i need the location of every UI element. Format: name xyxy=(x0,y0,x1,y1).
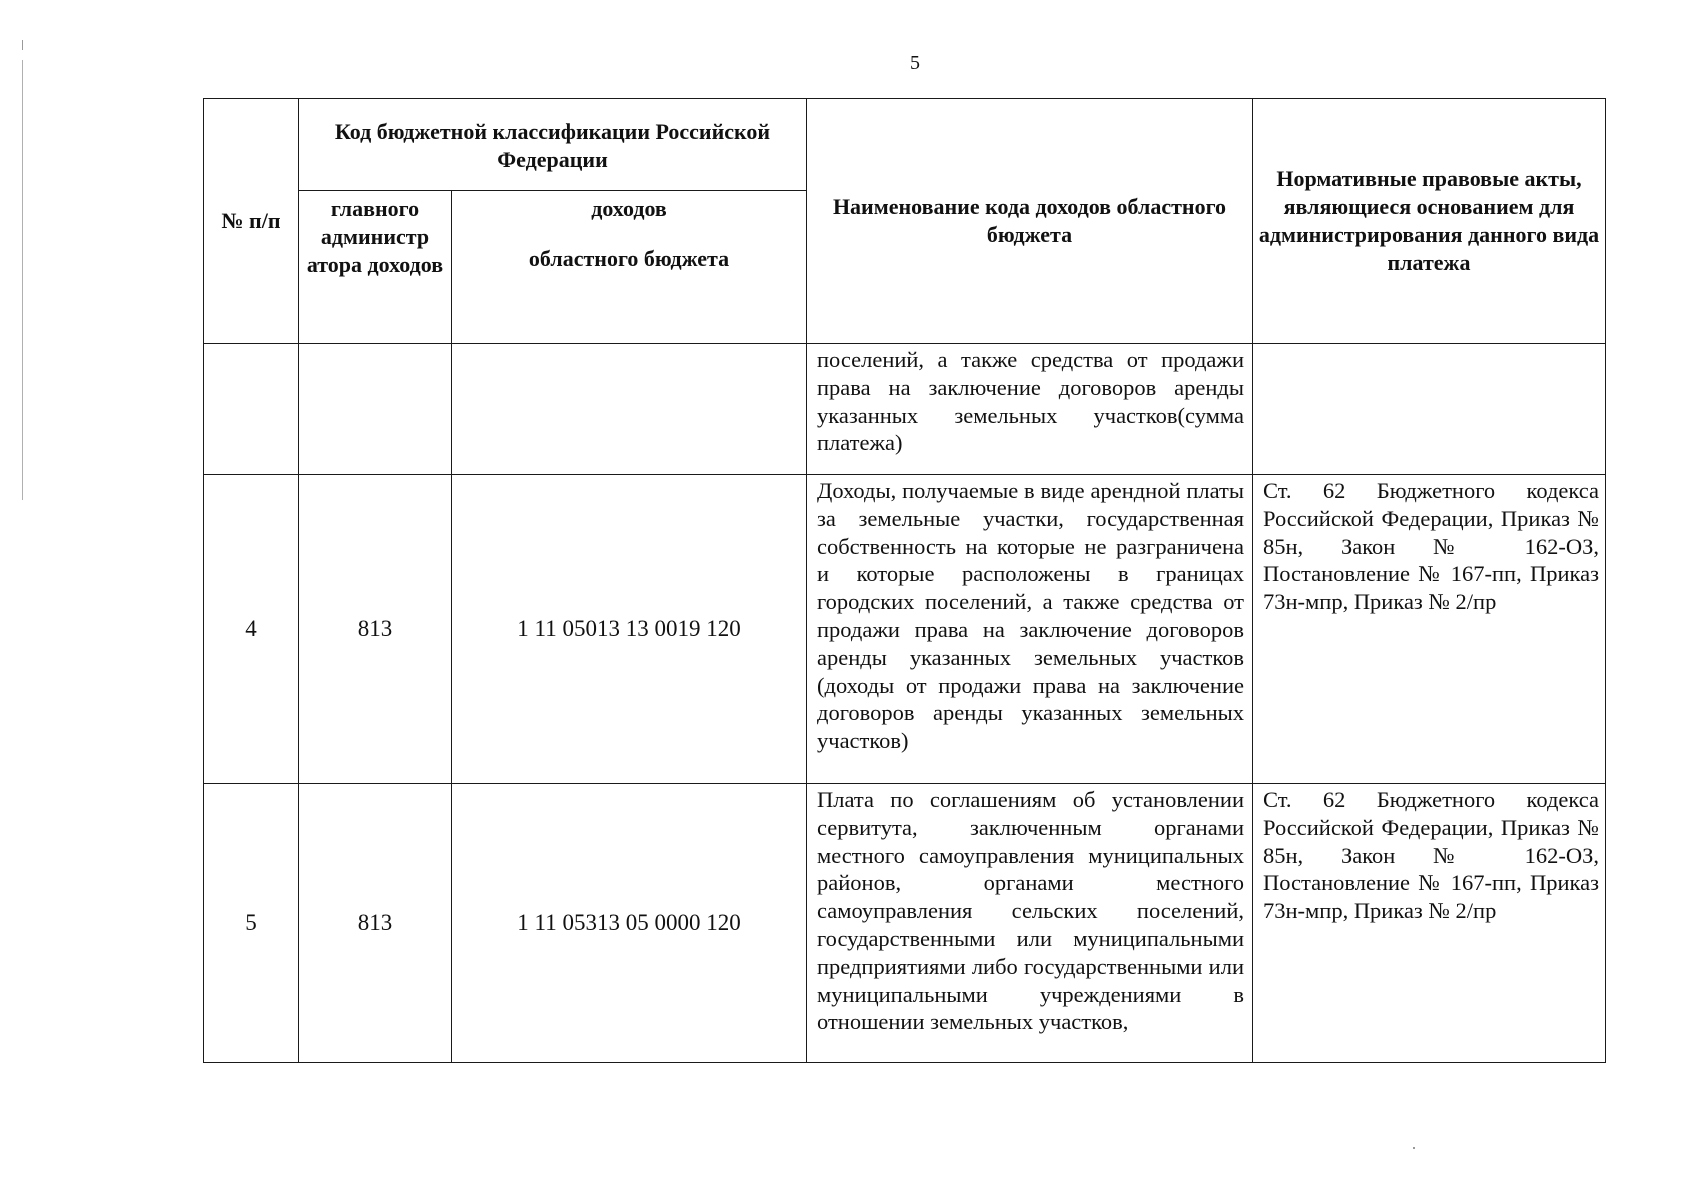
header-legal-acts: Нормативные правовые акты, являющиеся основанием для администрирования данного вида платежа xyxy=(1253,99,1606,344)
cell-np: 4 xyxy=(204,475,299,784)
cell-code-name: Плата по соглашениям об установлении сервитута, заключенным органами местного самоуправления муниципальных районов, органами местного самоуправления сельских поселений, государственными или муниципальными предприятиями либо государственными или муниципальными учреждениями в отношении земельных участков, xyxy=(807,784,1253,1063)
cell-code: 1 11 05013 13 0019 120 xyxy=(452,475,807,784)
cell-code xyxy=(452,344,807,475)
scan-speck xyxy=(1413,1147,1415,1149)
cell-legal-acts: Ст. 62 Бюджетного кодекса Российской Федерации, Приказ № 85н, Закон № 162-ОЗ, Постановление № 167-пп, Приказ 73н-мпр, Приказ № 2/пр xyxy=(1253,784,1606,1063)
cell-code-name: Доходы, получаемые в виде арендной платы за земельные участки, государственная собственность на которые не разграничена и которые расположены в границах городских поселений, а также средства от продажи права на заключение договоров аренды указанных земельных участков (доходы от продажи права на заключение договоров аренды указанных земельных участков) xyxy=(807,475,1253,784)
cell-np: 5 xyxy=(204,784,299,1063)
scan-edge-line xyxy=(22,60,23,500)
cell-code: 1 11 05313 05 0000 120 xyxy=(452,784,807,1063)
header-income-line1: доходов xyxy=(591,196,667,221)
cell-admin: 813 xyxy=(299,475,452,784)
page-number: 5 xyxy=(910,52,920,74)
header-code-name: Наименование кода доходов областного бюджета xyxy=(807,99,1253,344)
table-row xyxy=(204,784,1606,1063)
header-kbk: Код бюджетной классификации Российской Федерации xyxy=(299,99,807,191)
header-income xyxy=(452,191,807,344)
cell-legal-acts: Ст. 62 Бюджетного кодекса Российской Федерации, Приказ № 85н, Закон № 162-ОЗ, Постановление № 167-пп, Приказ 73н-мпр, Приказ № 2/пр xyxy=(1253,475,1606,784)
cell-legal-acts xyxy=(1253,344,1606,475)
header-income-line2: областного бюджета xyxy=(528,245,730,271)
cell-np xyxy=(204,344,299,475)
scan-edge-mark xyxy=(22,40,23,50)
income-codes-table xyxy=(203,98,1606,1063)
header-main-admin: главного администр атора доходов xyxy=(299,191,452,344)
cell-code-name: поселений, а также средства от продажи права на заключение договоров аренды указанных земельных участков(сумма платежа) xyxy=(807,344,1253,475)
cell-admin: 813 xyxy=(299,784,452,1063)
table-row xyxy=(204,475,1606,784)
cell-admin xyxy=(299,344,452,475)
table-row xyxy=(204,344,1606,475)
header-np: № п/п xyxy=(204,99,299,344)
